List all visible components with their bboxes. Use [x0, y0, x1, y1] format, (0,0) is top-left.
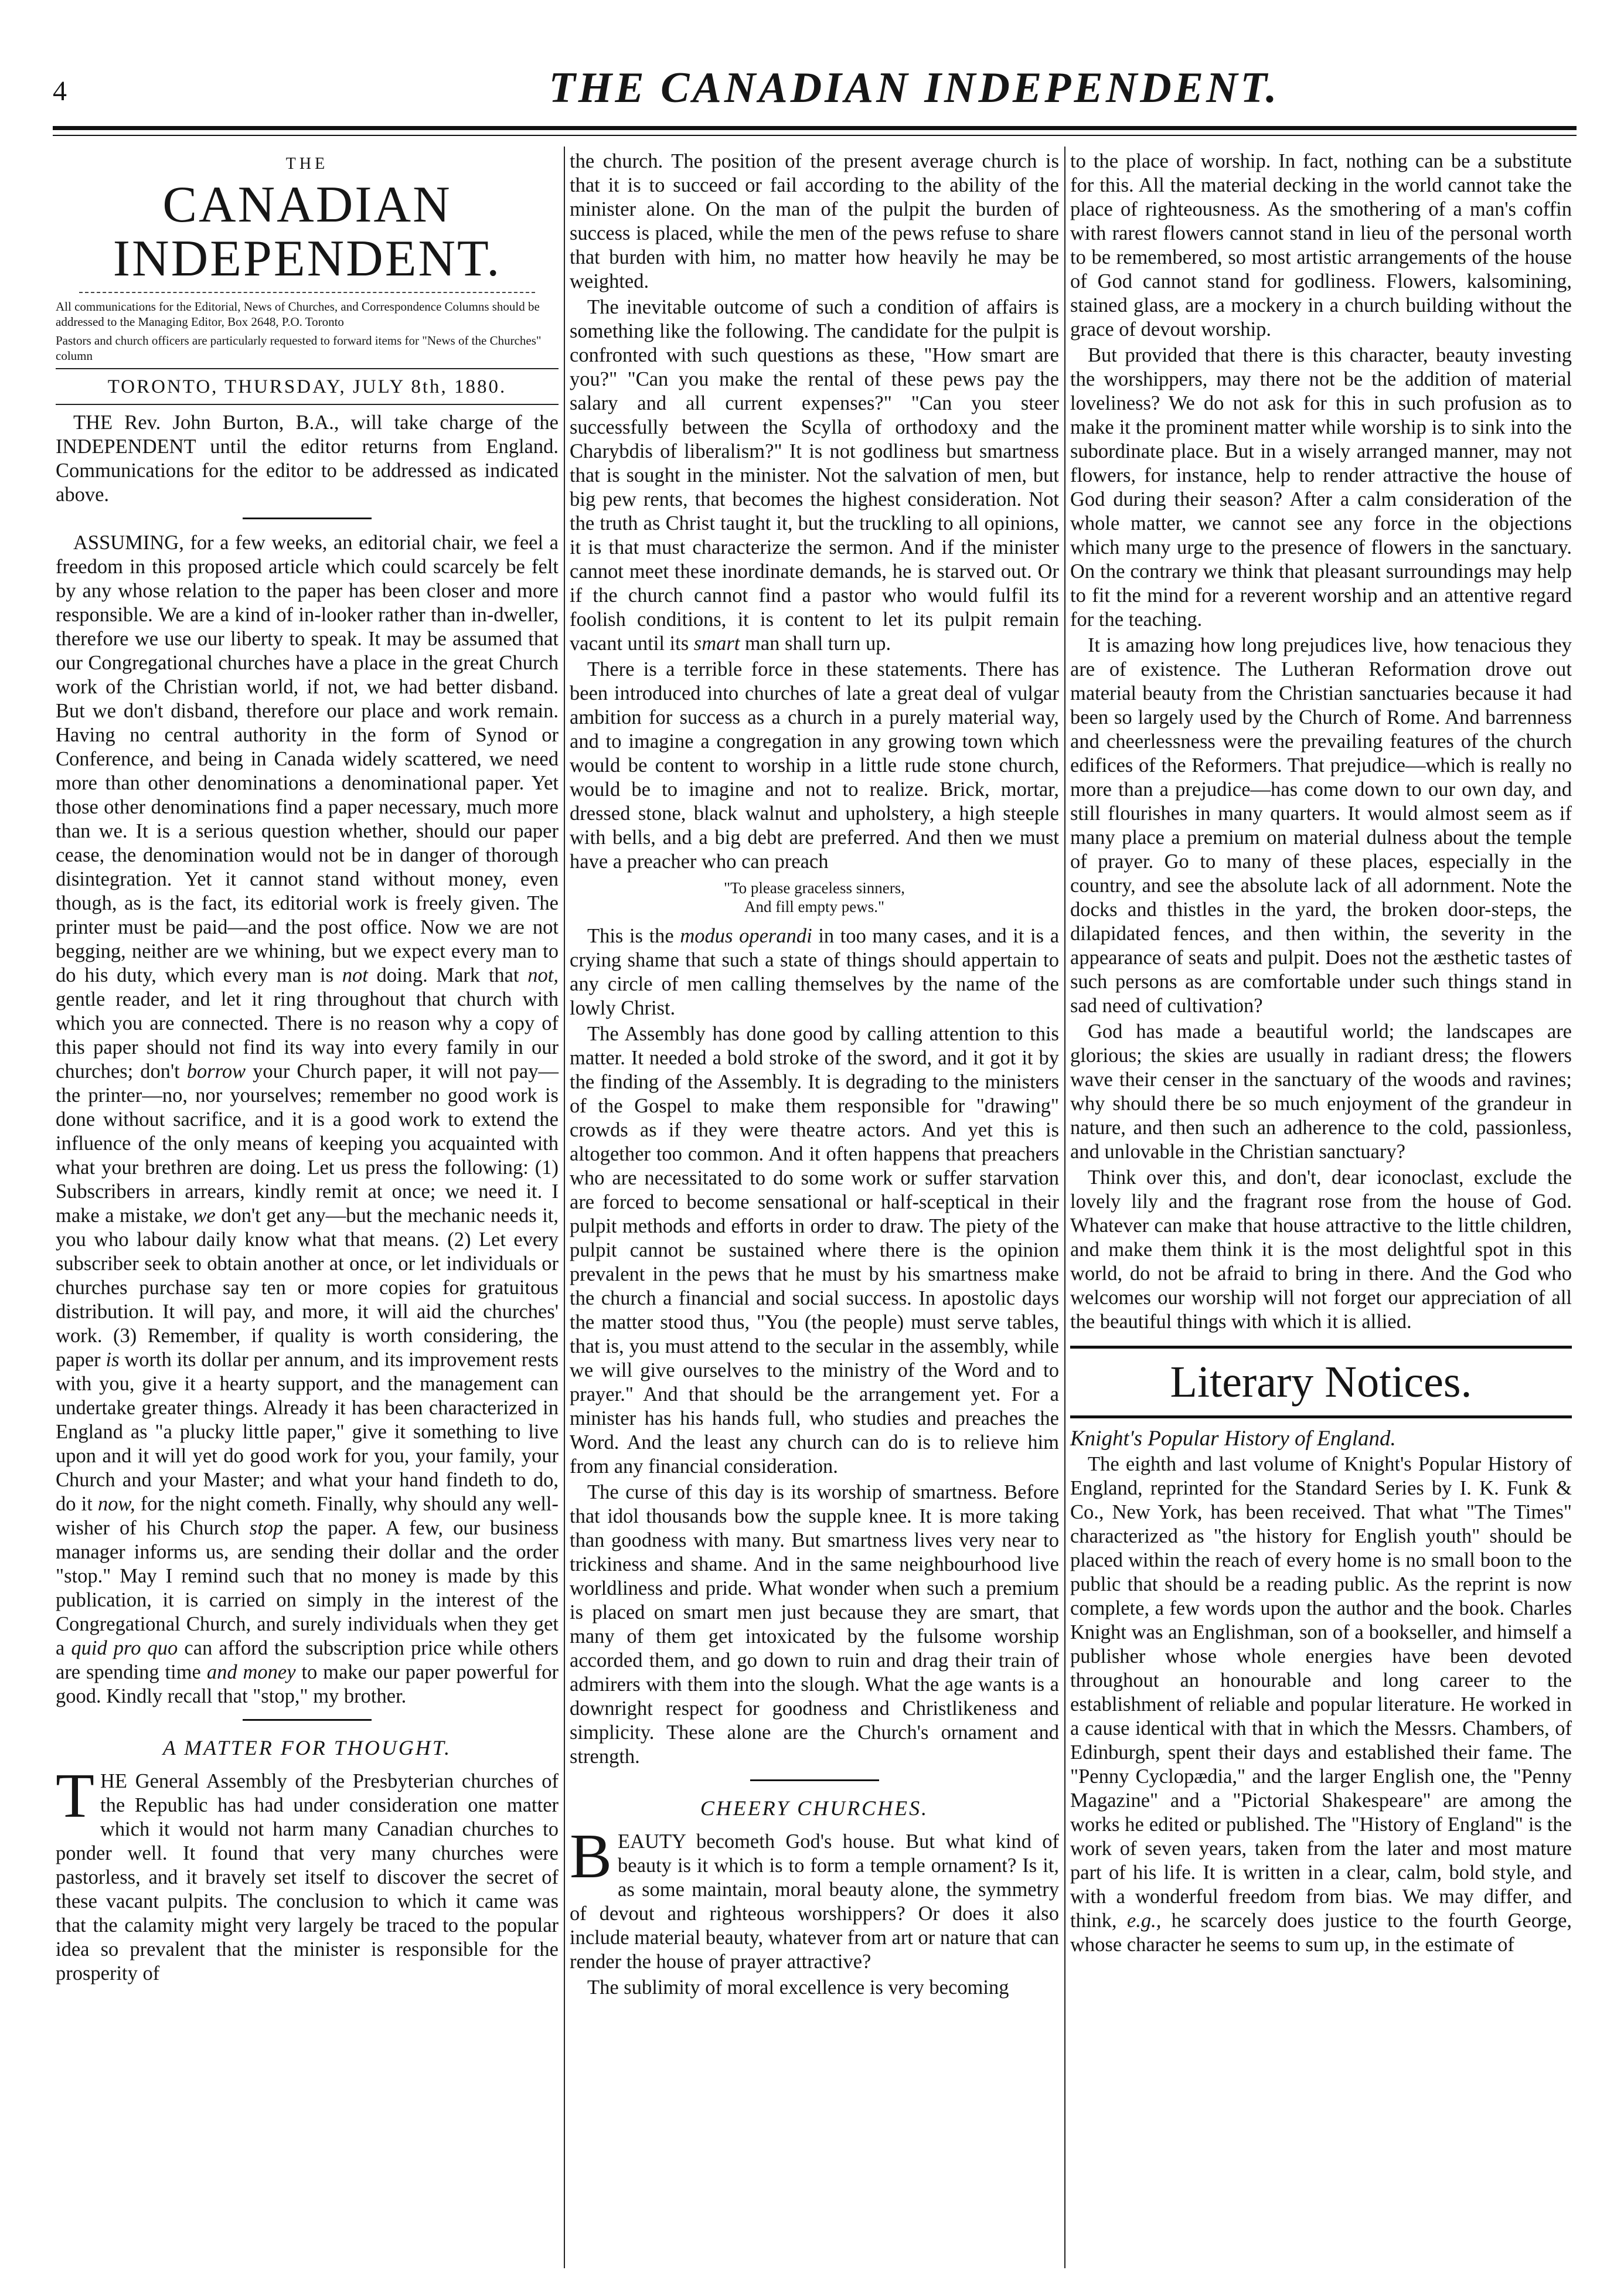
masthead-the: THE — [285, 155, 329, 173]
section-heading-matter: A MATTER FOR THOUGHT. — [162, 1736, 452, 1759]
paragraph: This is the modus operandi in too many cases, and it is a crying shame that such a state of things should appertain to any circle of men calling themselves by the name of the lowly Christ. — [570, 925, 1060, 1019]
masthead-title: CANADIAN INDEPENDENT. — [113, 176, 502, 287]
column-divider-2 — [1064, 147, 1065, 2268]
burton-notice: THE Rev. John Burton, B.A., will take charge of the INDEPENDENT until the editor returns from England. Communications for the editor to be addressed as indicated above. — [56, 411, 559, 506]
paragraph: the church. The position of the present average church is that it is to succeed or fail according to the ability of the minister alone. On the man of the pulpit the burden of success is placed, while the men of the pews refuse to share that burden with him, no matter how heavily he may be weighted. — [570, 150, 1059, 292]
paragraph: The sublimity of moral excellence is very becoming — [587, 1976, 1009, 1999]
drop-cap: T — [56, 1761, 94, 1831]
paragraph: The eighth and last volume of Knight's Popular History of England, reprinted for the Standard Series by I. K. Funk & Co., New York, has been received. That what "The Times" characterized as "the history for English youth" should be placed within the reach of every home is no small boon to the public that should be a reading public. As the reprint is now complete, a few words upon the author and the book. Charles Knight was an Englishman, son of a bookseller, and himself a publisher whose whole energies have been devoted throughout an honourable and long career to the establishment of reliable and popular literature. He worked in a cause identical with that in which the Messrs. Chambers, of Edinburgh, spent their days and established their fame. The "Penny Cyclopædia," and the larger English one, the "Penny Magazine" and a "Pictorial Shakespeare" are among the works he edited or published. The "History of England" is the work of seven years, taken from the later and most mature part of his life. It is written in a clear, calm, bold style, and with a wonderful freedom from bias. We may differ, and think, e.g., he scarcely does justice to the fourth George, whose character he seems to sum up, in the estimate of — [1070, 1453, 1572, 1956]
matter-paragraph: THE General Assembly of the Presbyterian churches of the Republic has had under consideration one matter which it would not harm many Canadian churches to ponder well. It found that very many churches were pastorless, and it bravely set itself to discover the secret of these vacant pulpits. The conclusion to which it came was that the calamity might very largely be traced to the popular idea so prevalent that the minister is responsible for the prosperity of — [56, 1761, 559, 1985]
paragraph: God has made a beautiful world; the landscapes are glorious; the skies are usually in radiant dress; the flowers wave their censer in the sanctuary of the woods and ravines; why should there be so much enjoyment of the grandeur in nature, and then such an adherence to the cold, passionless, and unlovable in the Christian sanctuary? — [1070, 1020, 1572, 1163]
masthead-divider — [79, 292, 535, 293]
running-title: THE CANADIAN INDEPENDENT. — [549, 64, 1280, 112]
section-rule — [750, 1779, 879, 1781]
dateline: TORONTO, THURSDAY, JULY 8th, 1880. — [107, 376, 507, 397]
header-rule-thick — [53, 126, 1577, 130]
editorial-assuming: ASSUMING, for a few weeks, an editorial chair, we feel a freedom in this proposed article which could scarcely be felt by any whose relation to the paper has been closer and more responsible. We are a kind of in-looker rather than in-dweller, therefore we use our liberty to speak. It may be assumed that our Congregational churches have a place in the great Church work of the Christian world, if not, we had better disband. But we don't disband, therefore our place and work remain. Having no central authority in the form of Synod or Conference, and being in Canada widely scattered, we need more than other denominations a denominational paper. Yet those other denominations find a paper necessary, much more than we. It is a serious question whether, should our paper cease, the denomination would not be in danger of thorough disintegration. Yet it cannot stand without money, even though, as is the fact, its editorial work is freely given. The printer must be paid—and the post office. Now we are not begging, neither are we whining, but we expect every man to do his duty, which every man is not doing. Mark that not, gentle reader, and let it ring throughout that church with which you are connected. There is no reason why a copy of this paper should not find its way into every family in our churches; don't borrow your Church paper, it will not pay—the printer—no, nor yourselves; remember no good work is done without sacrifice, and it is a good work to extend the influence of the only means of keeping you acquainted with what your brethren are doing. Let us press the following: (1) Subscribers in arrears, kindly remit at once; we need it. I make a mistake, we don't get any—but the mechanic needs it, you who labour daily know what that means. (2) Let every subscriber seek to obtain another at once, or let individuals or churches purchase say ten or more copies for gratuitous distribution. It will pay, and more, it will aid the churches' work. (3) Remember, if quality is worth considering, the paper is worth its dollar per annum, and its improvement rests with you, give it a hearty support, and the management can undertake greater things. Already it has been characterized in England as "a plucky little paper," give it something to live upon and it will yet do good work for you, your family, your Church and your Master; and what your hand findeth to do, do it now, for the night cometh. Finally, why should any well-wisher of his Church stop the paper. A few, our business manager informs us, are sending their dollar and the order "stop." May I remind such that no money is made by this publication, it is carried on simply in the interest of the Congregational Church, and surely individuals when they get a quid pro quo can afford the subscription price while others are spending time and money to make our paper powerful for good. Kindly recall that "stop," my brother. — [56, 532, 559, 1707]
paragraph: The curse of this day is its worship of smartness. Before that idol thousands bow the supple knee. It is more taking than goodness with many. But smartness lives very near to trickiness and shame. And in the same neighbourhood live worldliness and pride. What wonder when such a premium is placed on smart men just because they are smart, that many of them get intoxicated by the fulsome worship accorded them, and go down to ruin and drag their train of admirers with them into the slough. What the age wants is a downright respect for goodness and Christlikeness and simplicity. These alone are the Church's ornament and strength. — [570, 1481, 1059, 1768]
section-rule — [1070, 1346, 1572, 1349]
pastors-notice: Pastors and church officers are particularly requested to forward items for "News of the Churches" column — [56, 333, 542, 363]
paragraph: But provided that there is this character, beauty investing the worshippers, may there not be the addition of material loveliness? We do not ask for this in such profusion as to make it the prominent matter while worship is to sink into the subordinate place. But in a wisely arranged manner, may not flowers, for instance, help to render attractive the house of God during their season? After a calm consideration of the whole matter, we cannot see any force in the objections which many urge to the presence of flowers in the sanctuary. On the contrary we think that pleasant surroundings may help to fit the mind for a reverent worship and an attentive regard for the teaching. — [1070, 344, 1572, 631]
paragraph: Think over this, and don't, dear iconoclast, exclude the lovely lily and the fragrant rose from the house of God. Whatever can make that house attractive to the little children, and make them think it is the most delightful spot in this world, do not be afraid to bring in there. And the God who welcomes our worship will not forget our appreciation of all the beautiful things with which it is allied. — [1070, 1166, 1572, 1333]
verse-quote: "To please graceless sinners, And fill empty pews." — [723, 879, 905, 915]
paragraph: BEAUTY becometh God's house. But what kind of beauty is it which is to form a temple ornament? Is it, as some maintain, moral beauty alone, the symmetry of devout and righteous worshippers? Or does it also include material beauty, whatever from art or nature that can render the house of prayer attractive? — [570, 1822, 1059, 1973]
editorial-notice: All communications for the Editorial, News of Churches, and Correspondence Columns should be addressed to the Managing Editor, Box 2648, P.O. Toronto — [56, 299, 540, 329]
literary-notices-heading: Literary Notices. — [1170, 1357, 1472, 1407]
paragraph: It is amazing how long prejudices live, how tenacious they are of existence. The Lutheran Reformation drove out material beauty from the Christian sanctuaries because it had been so largely used by the Church of Rome. And barrenness and cheerlessness were the prevailing features of the church edifices of the Reformers. That prejudice—which is really no more than a prejudice—has come down to our own day, and still flourishes in many quarters. It would almost seem as if many place a premium on material dulness about the temple of prayer. Go to many of these places, especially in the country, and see the absolute lack of all adornment. Note the docks and thistles in the yard, the broken door-steps, the dilapidated fences, and then within, the severity in the appearance of seats and pulpit. Does not the æsthetic tastes of such persons as are comfortable under such things stand in sad need of cultivation? — [1070, 634, 1572, 1017]
section-rule — [243, 1719, 372, 1721]
section-rule — [1070, 1415, 1572, 1418]
column-2 — [570, 149, 1059, 2000]
column-divider-1 — [564, 147, 565, 2268]
page-number: 4 — [53, 76, 67, 107]
divider — [56, 368, 559, 369]
paragraph: The Assembly has done good by calling attention to this matter. It needed a bold stroke of the sword, and it got it by the finding of the Assembly. It is degrading to the ministers of the Gospel to make them responsible for "drawing" crowds as if they were theatre actors. And yet this is altogether too common. And it often happens that preachers who are necessitated to do some work or suffer starvation are forced to become sensational or half-sceptical in their pulpit methods and efforts in order to draw. The piety of the pulpit cannot be sustained where there is the opinion prevalent in the pews that he must by his smartness make the church a financial and social success. In apostolic days the matter stood thus, "You (the people) must serve tables, that is, you must attend to the secular in the assembly, while we will give ourselves to the ministry of the Word and to prayer." And that should be the arrangement yet. For a minister has his hands full, who studies and preaches the Word. And the least any church can do is to relieve him from any financial consideration. — [570, 1023, 1059, 1478]
section-rule — [243, 518, 372, 519]
paragraph: The inevitable outcome of such a condition of affairs is something like the following. The candidate for the pulpit is confronted with such questions as these, "How smart are you?" "Can you make the rental of these pews pay the salary and all current expenses?" "Can you steer successfully between the Scylla of orthodoxy and the Charybdis of liberalism?" It is not godliness but smartness that is sought in the minister. Not the salvation of men, but big pew rents, that becomes the highest consideration. Not the truth as Christ taught it, but the truckling to all opinions, it is that must characterize the sermon. And if the minister cannot meet these inordinate demands, he is starved out. Or if the church cannot find a pastor who would fulfil its foolish conditions, it is content to let its pulpit remain vacant until its smart man shall turn up. — [570, 296, 1059, 655]
section-heading-cheery: CHEERY CHURCHES. — [700, 1796, 929, 1820]
header-rule-thin — [53, 135, 1577, 136]
divider — [56, 404, 559, 405]
paragraph: to the place of worship. In fact, nothing can be a substitute for this. All the material decking in the world cannot take the place of righteousness. As the smothering of a man's coffin with rarest flowers cannot stand in lieu of the personal worth to be remembered, so most artistic arrangements of the house of God cannot stand for godliness. Flowers, kalsomining, stained glass, are a mockery in a church building without the grace of devout worship. — [1070, 150, 1572, 341]
drop-cap: B — [570, 1822, 612, 1891]
column-1 — [56, 149, 559, 1986]
book-title: Knight's Popular History of England. — [1070, 1427, 1396, 1451]
paragraph: There is a terrible force in these statements. There has been introduced into churches of late a great deal of vulgar ambition for success as a church in a purely material way, and to imagine a congregation in any growing town which would be content to worship in a little rude stone church, would be to imagine and not to realize. Brick, mortar, dressed stone, black walnut and upholstery, a high steeple with bells, and a big debt are preferred. And then we must have a preacher who can preach — [570, 658, 1059, 873]
column-3 — [1070, 149, 1572, 1957]
